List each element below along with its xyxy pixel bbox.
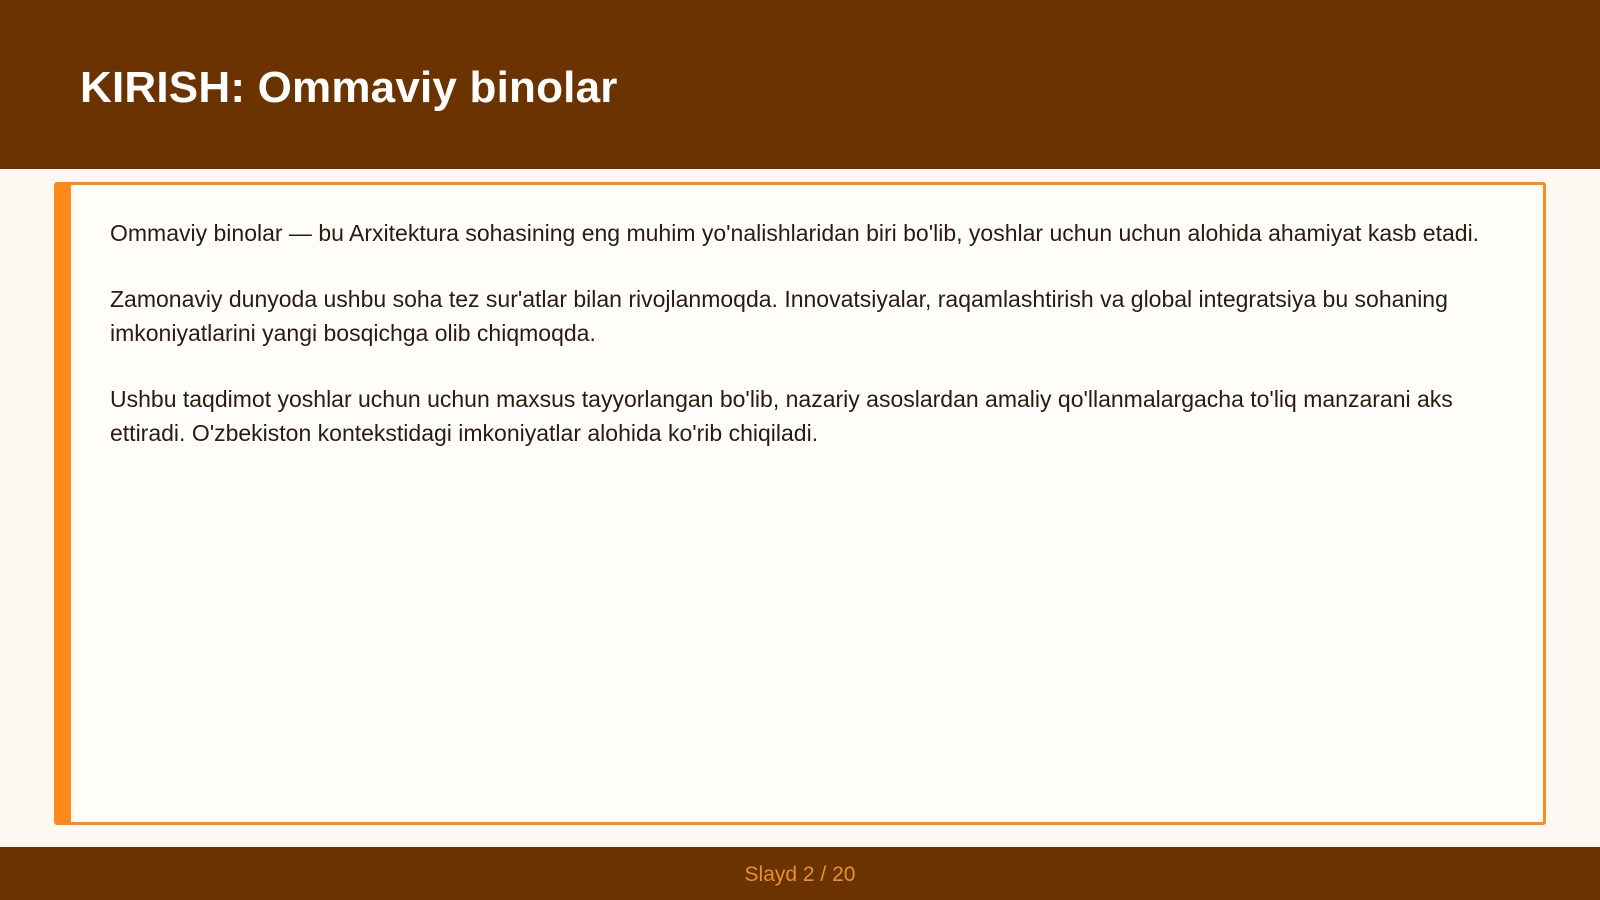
content-body xyxy=(110,216,1500,482)
paragraph-modern-world: Zamonaviy dunyoda ushbu soha tez sur'atlar bilan rivojlanmoqda. Innovatsiyalar, raqamlashtirish va global integratsiya bu sohaning imkoniyatlarini yangi bosqichga olib chiqmoqda. xyxy=(110,286,1448,346)
slide-footer xyxy=(0,847,1600,900)
paragraph-presentation-purpose: Ushbu taqdimot yoshlar uchun uchun maxsus tayyorlangan bo'lib, nazariy asoslardan amaliy qo'llanmalargacha to'liq manzarani aks ettiradi. O'zbekiston kontekstidagi imkoniyatlar alohida ko'rib chiqiladi. xyxy=(110,386,1453,446)
slide-counter: Slayd 2 / 20 xyxy=(744,863,856,886)
paragraph-intro: Ommaviy binolar — bu Arxitektura sohasining eng muhim yo'nalishlaridan biri bo'lib, yoshlar uchun uchun alohida ahamiyat kasb etadi. xyxy=(110,220,1480,246)
slide-header xyxy=(0,0,1600,169)
slide-title: KIRISH: Ommaviy binolar xyxy=(80,63,618,112)
content-card xyxy=(54,182,1546,825)
